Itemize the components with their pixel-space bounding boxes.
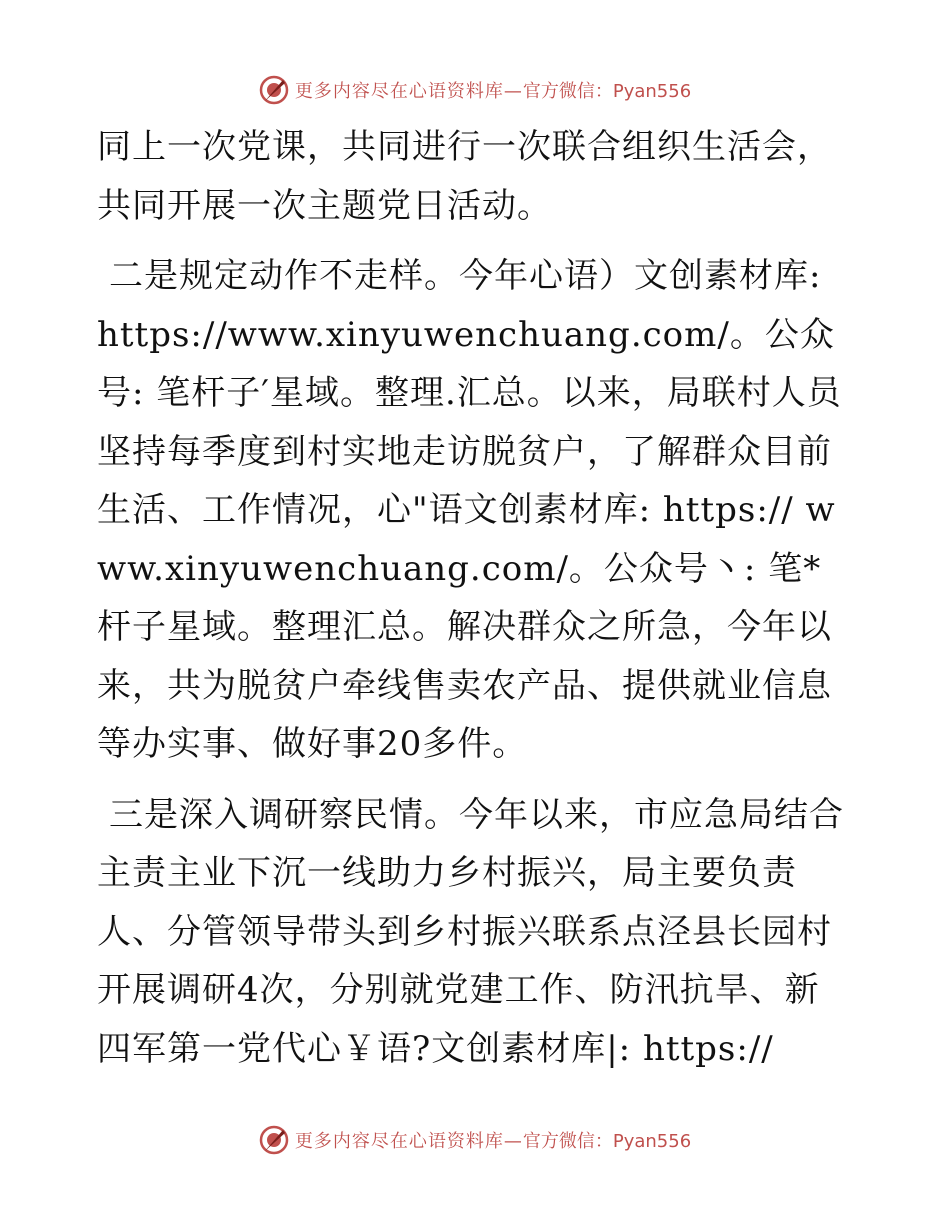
document-body	[97, 118, 849, 1078]
quill-logo-icon	[259, 1125, 289, 1155]
footer-slogan: 更多内容尽在心语资料库—	[294, 1131, 523, 1152]
paragraph-3: 三是深入调研察民情。今年以来，市应急局结合主责主业下沉一线助力乡村振兴，局主要负责人、分管领导带头到乡村振兴联系点泾县长园村开展调研4次，分别就党建工作、防汛抗旱、新四军第一党代心￥语?文创素材库|: https://	[97, 794, 844, 1069]
footer-wechat: 官方微信：Pyan556	[522, 1131, 692, 1152]
footer-banner	[0, 1120, 950, 1160]
header-wechat: 官方微信：Pyan556	[522, 81, 692, 102]
paragraph-2: 二是规定动作不走样。今年心语）文创素材库: https://www.xinyuwenchuang.com/。公众号: 笔杆子′星域。整理.汇总。以来，局联村人员坚持每季度到村实地走访脱贫户，了解群众目前生活、工作情况，心"语文创素材库: https:// www.xinyuwenchuang.com/。公众号丶: 笔*杆子星域。整理汇总。解决群众之所急，今年以来，共为脱贫户牵线售卖农产品、提供就业信息等办实事、做好事20多件。	[97, 256, 842, 764]
header-slogan: 更多内容尽在心语资料库—	[294, 81, 523, 102]
header-banner	[0, 70, 950, 110]
paragraph-1: 同上一次党课，共同进行一次联合组织生活会，共同开展一次主题党日活动。	[97, 127, 832, 226]
quill-logo-icon	[259, 75, 289, 105]
